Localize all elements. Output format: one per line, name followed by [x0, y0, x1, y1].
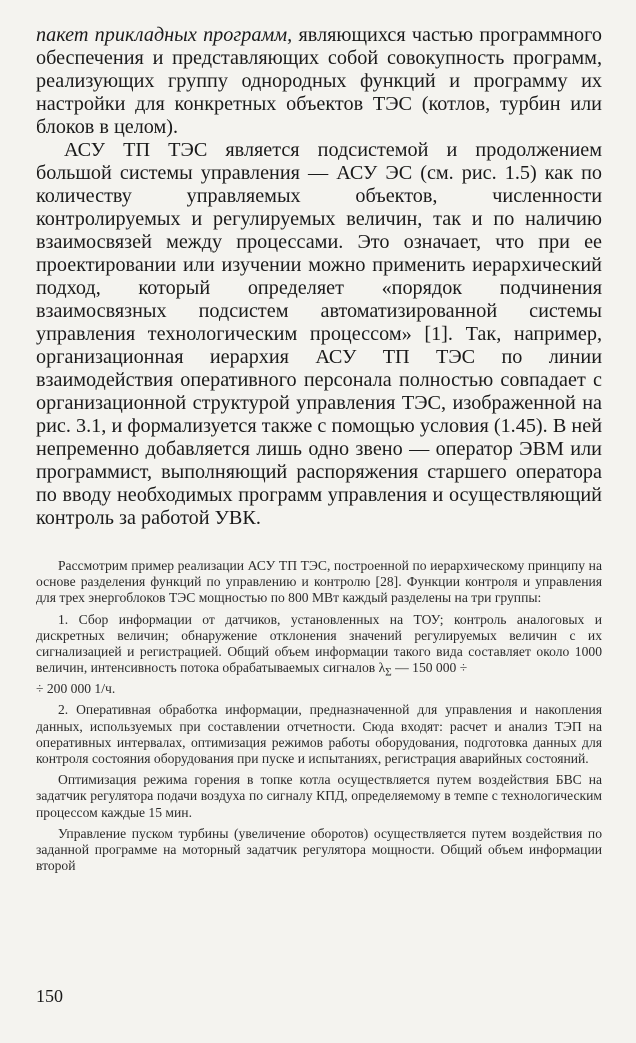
page-number: 150	[36, 986, 63, 1006]
large-print-section	[36, 24, 602, 530]
paragraph-3: Рассмотрим пример реализации АСУ ТП ТЭС, построенной по иерархическому принципу на основе разделения функций по управлению и контролю [28]. Функции контроля и управления для трех энергоблоков ТЭС мощностью по 800 МВт каждый разделены на три группы:	[36, 558, 602, 606]
paragraph-7: Управление пуском турбины (увеличение оборотов) осуществляется путем воздействия по заданной программе на моторный задатчик регулятора мощности. Общий объем информации второй	[36, 825, 602, 874]
lambda-subscript: Σ	[385, 666, 392, 679]
paragraph-4-text: 1. Сбор информации от датчиков, установленных на ТОУ; контроль аналоговых и дискретных величин; обнаружение отклонения значений регулируемых величин с их сигнализацией и регистрацией. Общий объем информации такого вида составляет около 1000 величин, интенсивность потока обрабатываемых сигналов λ	[36, 611, 602, 676]
paragraph-4	[36, 612, 602, 682]
paragraph-1	[36, 24, 602, 139]
paragraph-6: Оптимизация режима горения в топке котла осуществляется путем воздействия БВС на задатчик регулятора подачи воздуха по сигналу КПД, определяемому в темпе с технологическим процессом каждые 15 мин.	[36, 772, 602, 820]
paragraph-4-tail: — 150 000 ÷	[391, 660, 468, 676]
italic-term: пакет прикладных программ,	[36, 24, 293, 46]
paragraph-4-continuation: ÷ 200 000 1/ч.	[36, 681, 116, 697]
paragraph-5: 2. Оперативная обработка информации, предназначенной для управления и накопления данных, используемых при составлении отчетности. Сюда входят: расчет и анализ ТЭП на оперативных интервалах, оптимизация режимов работы оборудования, подготовка данных для контроля состояния оборудования при пуске и испытаниях, регистрация аварийных состояний.	[36, 702, 602, 766]
paragraph-2: АСУ ТП ТЭС является подсистемой и продолжением большой системы управления — АСУ ЭС (см. рис. 1.5) как по количеству управляемых объектов, численности контролируемых и регулируемых величин, так и по наличию взаимосвязей между процессами. Это означает, что при ее проектировании или изучении можно применить иерархический подход, который определяет «порядок подчинения взаимосвязных подсистем автоматизированной системы управления технологическим процессом» [1]. Так, например, организационная иерархия АСУ ТП ТЭС по линии взаимодействия оперативного персонала полностью совпадает с организационной структурой управления ТЭС, изображенной на рис. 3.1, и формализуется также с помощью условия (1.45). В ней непременно добавляется лишь одно звено — оператор ЭВМ или программист, выполняющий распоряжения старшего оператора по вводу необходимых программ управления и осуществляющий контроль за работой УВК.	[36, 139, 602, 529]
small-print-section	[36, 558, 602, 879]
paragraph-1-rest: являющихся частью программного обеспечения и представляющих собой совокупность программ, реализующих группу однородных функций и программу их настройки для конкретных объектов ТЭС (котлов, турбин или блоков в целом).	[36, 24, 602, 138]
